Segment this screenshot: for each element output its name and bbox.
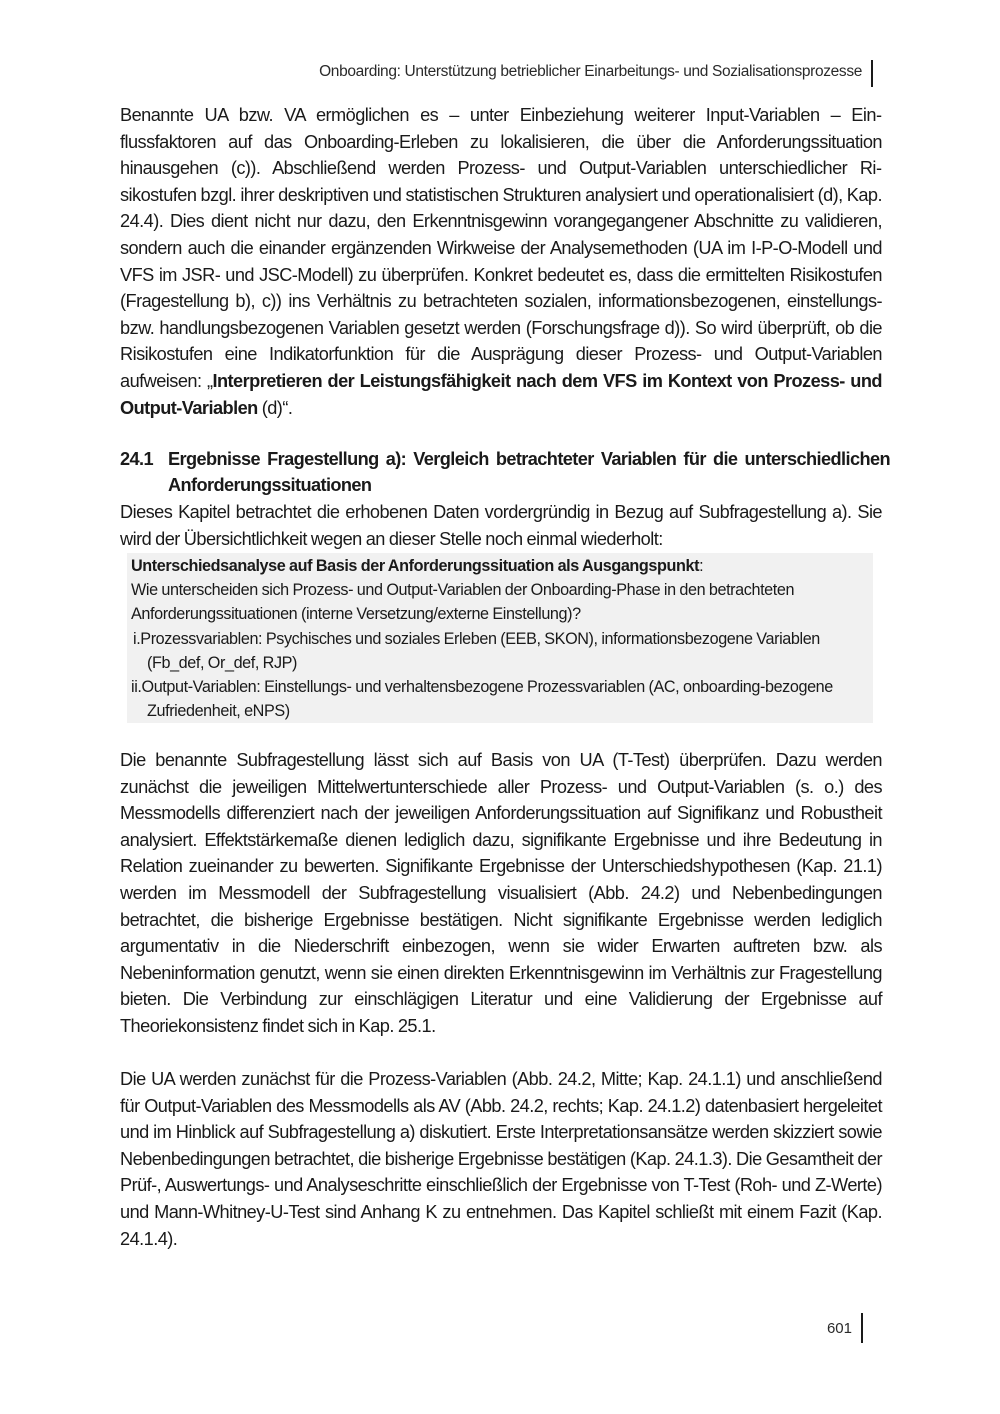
page-number: 601 (826, 1320, 852, 1337)
paragraph-outline (120, 1066, 882, 1252)
research-question-box (127, 553, 873, 723)
header-rule (871, 60, 873, 87)
section-title: Ergebnisse Fragestellung a): Vergleich betrachteter Variablen für die unterschiedlichen Anforderungssituationen (168, 449, 890, 495)
paragraph-intro (120, 102, 882, 421)
paragraph-text: Dieses Kapitel betrachtet die erhobenen Daten vordergründig in Bezug auf Subfragestellung a). Sie wird der Übersichtlichkeit wegen an dieser Stelle noch einmal wiederholt: (120, 502, 882, 549)
section-number: 24.1 (120, 449, 153, 469)
paragraph-text (120, 102, 882, 421)
paragraph-text: Die benannte Subfragestellung lässt sich auf Basis von UA (T-Test) überprüfen. Dazu werden zunächst die jeweiligen Mittelwertunterschiede aller Prozess- und Output-Variablen (s. o.) des Messmodells differenziert nach der jeweiligen Anforderungssituation auf Signifikanz und Robustheit analysiert. Effektstärkemaße dienen lediglich dazu, signifikante Ergebnisse und ihre Bedeutung in Relation zueinander zu bewerten. Signifikante Ergebnisse der Unterschiedshypothesen (Kap. 21.1) werden im Messmodell der Subfragestellung visualisiert (Abb. 24.2) und Nebenbedingungen betrachtet, die bisherige Ergebnisse bestätigen. Nicht signifikante Ergebnisse werden lediglich argumentativ in die Niederschrift einbezogen, wenn sie wider Erwarten auftreten bzw. als Nebeninformation genutzt, wenn sie einen direkten Erkenntnisgewinn im Verhältnis zur Fragestellung bieten. Die Verbindung zur einschlägigen Literatur und eine Validierung der Ergebnisse auf Theoriekonsistenz findet sich in Kap. 25.1. (120, 750, 882, 1036)
section-heading (120, 446, 890, 498)
callout-heading (131, 554, 869, 578)
paragraph-method (120, 747, 882, 1040)
list-marker: ii. (131, 678, 142, 697)
callout-title: Unterschiedsanalyse auf Basis der Anforderungssituation als Ausgangspunkt (131, 557, 700, 575)
paragraph-chapter-intro (120, 499, 882, 552)
emphasized-text: Interpretieren der Leistungsfähigkeit nach dem VFS im Kontext von Prozess- und Output-Variablen (120, 370, 882, 418)
footer-rule (861, 1313, 863, 1343)
paragraph-text-end: (d)“. (257, 397, 293, 418)
callout-question: Wie unterscheiden sich Prozess- und Output-Variablen der Onboarding-Phase in den betrachteten Anforderungssituationen (interne Versetzung/externe Einstellung)? (131, 581, 795, 624)
running-header: Onboarding: Unterstützung betrieblicher Einarbeitungs- und Sozialisationsprozesse (319, 63, 862, 80)
paragraph-text-start: Benannte UA bzw. VA ermöglichen es – unter Einbeziehung weiterer Input-Variablen – Einflussfaktoren auf das Onboarding-Erleben zu lokalisieren, die über die Anforderungssituation hinausgehen (c)). Abschließend werden Prozess- und Output-Variablen unterschiedlicher Risikostufen bzgl. ihrer deskriptiven und statistischen Strukturen analysiert und operationalisiert (d), Kap. 24.4). Dies dient nicht nur dazu, den Erkenntnisgewinn vorangegangener Abschnitte zu validieren, sondern auch die einander ergänzenden Wirkweise der Analysemethoden (UA im I-P-O-Modell und VFS im JSR- und JSC-Modell) zu überprüfen. Konkret bedeutet es, dass die ermittelten Risikostufen (Fragestellung b), c)) ins Verhältnis zu betrachteten sozialen, informationsbezogenen, einstellungs- bzw. handlungsbezogenen Variablen gesetzt werden (Forschungsfrage d)). So wird überprüft, ob die Risikostufen eine Indikatorfunktion für die Ausprägung dieser Prozess- und Output-Variablen aufweisen: „ (120, 105, 882, 391)
paragraph-text: Die UA werden zunächst für die Prozess-Variablen (Abb. 24.2, Mitte; Kap. 24.1.1) und anschließend für Output-Variablen des Messmodells als AV (Abb. 24.2, rechts; Kap. 24.1.2) datenbasiert hergeleitet und im Hinblick auf Subfragestellung a) diskutiert. Erste Interpretationsansätze werden skizziert sowie Nebenbedingungen betrachtet, die bisherige Ergebnisse bestätigen (Kap. 24.1.3). Die Gesamtheit der Prüf-, Auswertungs- und Analyseschritte einschließlich der Ergebnisse von T-Test (Roh- und Z-Werte) und Mann-Whitney-U-Test sind Anhang K zu entnehmen. Das Kapitel schließt mit einem Fazit (Kap. 24.1.4). (120, 1069, 882, 1249)
list-item-process-variables (131, 627, 869, 675)
callout-title-suffix: : (699, 557, 704, 575)
list-item-output-variables (131, 675, 869, 723)
list-item-text: Output-Variablen: Einstellungs- und verhaltensbezogene Prozessvariablen (AC, onboarding-bezogene Zufriedenheit, eNPS) (141, 678, 833, 721)
list-item-text: Prozessvariablen: Psychisches und soziales Erleben (EEB, SKON), informationsbezogene Variablen (Fb_def, Or_def, RJP) (140, 629, 820, 672)
list-marker: i. (133, 629, 141, 648)
